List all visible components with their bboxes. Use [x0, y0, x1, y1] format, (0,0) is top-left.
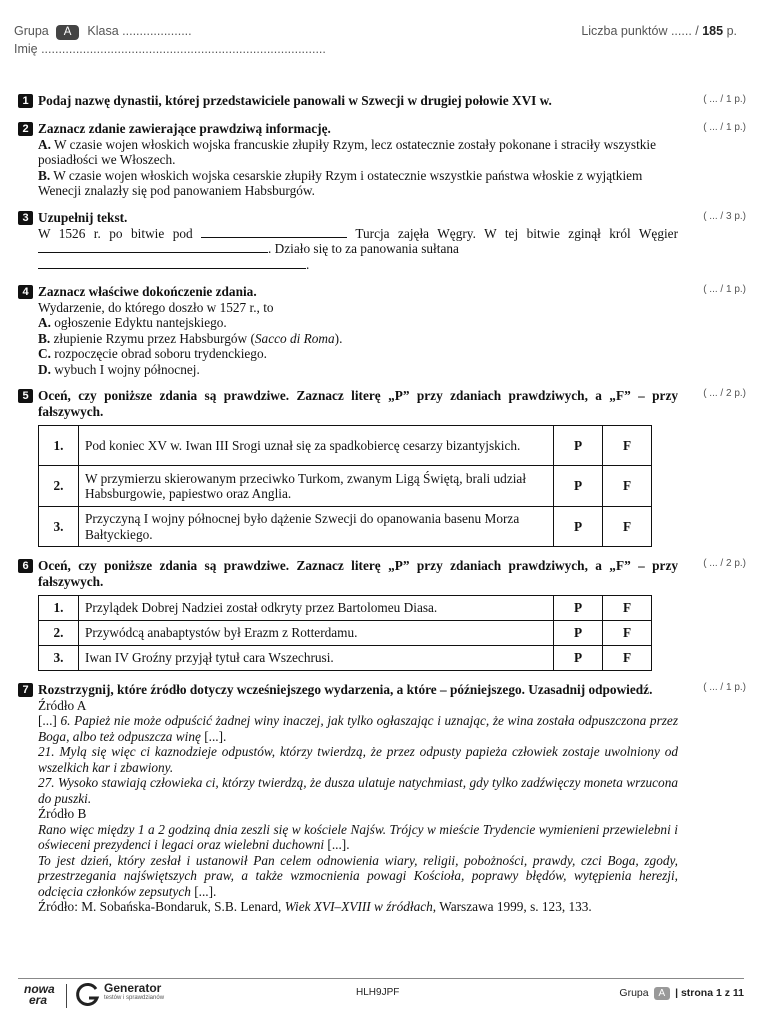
question-title: Podaj nazwę dynastii, której przedstawiciele panowali w Szwecji w drugiej połowie XVI w. [38, 93, 552, 108]
true-false-table [38, 425, 652, 547]
question-number: 4 [18, 285, 33, 299]
blank-sultan[interactable] [38, 257, 306, 269]
q7-points: ( ... / 1 p.) [703, 682, 746, 693]
question-title: Rozstrzygnij, które źródło dotyczy wcześniejszego wydarzenia, a które – późniejszego. Uzasadnij odpowiedź. [38, 682, 653, 697]
source-b-label: Źródło B [38, 806, 87, 821]
question-title: Uzupełnij tekst. [38, 210, 128, 225]
table-row: 3. Iwan IV Groźny przyjął tytuł cara Wszechrusi. P F [39, 646, 652, 671]
answer-f[interactable]: F [603, 646, 652, 671]
q5-points: ( ... / 2 p.) [703, 388, 746, 399]
table-row: 3. Przyczyną I wojny północnej było dążenie Szwecji do opanowania basenu Morza Bałtyckiego. P F [39, 507, 652, 547]
option-a[interactable]: A. W czasie wojen włoskich wojska francuskie złupiły Rzym, lecz ostatecznie zostały pokonane i straciły wszystkie posiadłości we Włoszech. [38, 136, 657, 167]
answer-p[interactable]: P [554, 466, 603, 507]
table-row: 1. Przylądek Dobrej Nadziei został odkryty przez Bartolomeu Diasa. P F [39, 596, 652, 621]
q6-points: ( ... / 2 p.) [703, 558, 746, 569]
question-6 [18, 558, 678, 671]
source-a-paragraph: 27. Wysoko stawiają człowieka ci, którzy twierdzą, że dusza ulatuje natychmiast, gdy tylko zadźwięczy moneta wrzucona do puszki. [38, 775, 678, 806]
points-summary: Liczba punktów ...... / 185 p. [581, 24, 737, 38]
question-5 [18, 388, 678, 547]
answer-f[interactable]: F [603, 426, 652, 466]
footer-divider [18, 978, 744, 979]
class-field: Klasa .................... [87, 24, 192, 38]
q3-points: ( ... / 3 p.) [703, 211, 746, 222]
answer-p[interactable]: P [554, 596, 603, 621]
question-number: 5 [18, 389, 33, 403]
generator-logo-icon [75, 982, 101, 1008]
question-number: 2 [18, 122, 33, 136]
question-number: 6 [18, 559, 33, 573]
test-code: HLH9JPF [356, 987, 400, 998]
blank-king[interactable] [38, 241, 268, 253]
question-7 [18, 682, 678, 915]
page-header [14, 24, 754, 60]
table-row: 1. Pod koniec XV w. Iwan III Srogi uznał się za spadkobiercę cesarzy bizantyjskich. P F [39, 426, 652, 466]
option-b[interactable]: B. złupienie Rzymu przez Habsburgów (Sacco di Roma). [38, 330, 343, 346]
question-title: Zaznacz właściwe dokończenie zdania. [38, 284, 257, 299]
option-b[interactable]: B. W czasie wojen włoskich wojska cesarskie złupiły Rzym i ostatecznie wszystkie państwa włoskie z wyjątkiem Wenecji znalazły się pod panowaniem Habsburgów. [38, 167, 643, 198]
question-2 [18, 121, 678, 199]
question-4 [18, 284, 678, 377]
blank-battle[interactable] [201, 226, 347, 238]
option-d[interactable]: D. wybuch I wojny północnej. [38, 361, 200, 377]
table-row: 2. W przymierzu skierowanym przeciwko Turkom, zwanym Ligą Świętą, brali udział Habsburgowie, papiestwo oraz Anglia. P F [39, 466, 652, 507]
q2-points: ( ... / 1 p.) [703, 122, 746, 133]
question-1 [18, 93, 678, 109]
source-a-label: Źródło A [38, 697, 87, 713]
q1-points: ( ... / 1 p.) [703, 94, 746, 105]
question-title: Oceń, czy poniższe zdania są prawdziwe. Zaznacz literę „P” przy zdaniach prawdziwych, a „F” – przy fałszywych. [38, 558, 678, 589]
answer-p[interactable]: P [554, 621, 603, 646]
points-total: 185 [702, 24, 724, 38]
question-3 [18, 210, 678, 272]
answer-p[interactable]: P [554, 646, 603, 671]
answer-p[interactable]: P [554, 507, 603, 547]
logo-divider [66, 984, 67, 1008]
generator-subtitle: testów i sprawdzianów [104, 995, 165, 1001]
source-b-paragraph: To jest dzień, który zesłał i ustanowił Pan celem odnowienia wiary, religii, pobożności, prawdy, czci Boga, zgody, przestrzegania najświętszych praw, a także wzmocnienia powagi Kościoła, poprawy błędów, wytępienia herezji, odcięcia członków zepsutych [...]. [38, 852, 678, 899]
answer-f[interactable]: F [603, 621, 652, 646]
page-footer [0, 980, 768, 1020]
question-stem: Wydarzenie, do którego doszło w 1527 r., to [38, 299, 274, 315]
table-row: 2. Przywódcą anabaptystów był Erazm z Rotterdamu. P F [39, 621, 652, 646]
group-badge: A [56, 25, 80, 40]
answer-f[interactable]: F [603, 466, 652, 507]
true-false-table [38, 595, 652, 671]
question-title: Oceń, czy poniższe zdania są prawdziwe. Zaznacz literę „P” przy zdaniach prawdziwych, a „F” – przy fałszywych. [38, 388, 678, 419]
generator-title: Generator [104, 981, 162, 995]
source-a-paragraph: 21. Mylą się więc ci kaznodzieje odpustów, którzy twierdzą, że przez odpusty papieża człowiek zostaje uwolniony od wszelkich kar i zbawiony. [38, 744, 678, 775]
question-title: Zaznacz zdanie zawierające prawdziwą informację. [38, 121, 331, 136]
option-c[interactable]: C. rozpoczęcie obrad soboru trydenckiego. [38, 346, 267, 361]
source-b-paragraph: Rano więc między 1 a 2 godziną dnia zeszli się w kościele Najśw. Trójcy w mieście Trydencie wymienieni przewielebni i oświeceni prezydenci i legaci oraz wielebni duchowni [...]. [38, 821, 678, 852]
answer-f[interactable]: F [603, 596, 652, 621]
group-label: Grupa [14, 24, 49, 38]
answer-p[interactable]: P [554, 426, 603, 466]
source-a-paragraph: [...] 6. Papież nie może odpuścić żadnej winy inaczej, jak tylko ogłaszając i uznając, że wina została odpuszczona przez Boga, albo też odpuszcza winę [...]. [38, 713, 679, 744]
question-number: 1 [18, 94, 33, 108]
question-number: 3 [18, 211, 33, 225]
fill-in-text: W 1526 r. po bitwie pod Turcja zajęła Węgry. W tej bitwie zginął król Węgier . Działo się to za panowania sułtana . [38, 225, 678, 272]
page-info: Grupa A | strona 1 z 11 [619, 987, 744, 999]
group-badge: A [654, 987, 671, 1000]
question-number: 7 [18, 683, 33, 697]
name-field: Imię .................................................................................. [14, 42, 326, 56]
option-a[interactable]: A. ogłoszenie Edyktu nantejskiego. [38, 315, 227, 330]
q4-points: ( ... / 1 p.) [703, 284, 746, 295]
answer-f[interactable]: F [603, 507, 652, 547]
nowa-era-logo: nowa era [24, 982, 55, 1007]
source-citation: Źródło: M. Sobańska-Bondaruk, S.B. Lenard, Wiek XVI–XVIII w źródłach, Warszawa 1999, s. 123, 133. [38, 899, 592, 914]
